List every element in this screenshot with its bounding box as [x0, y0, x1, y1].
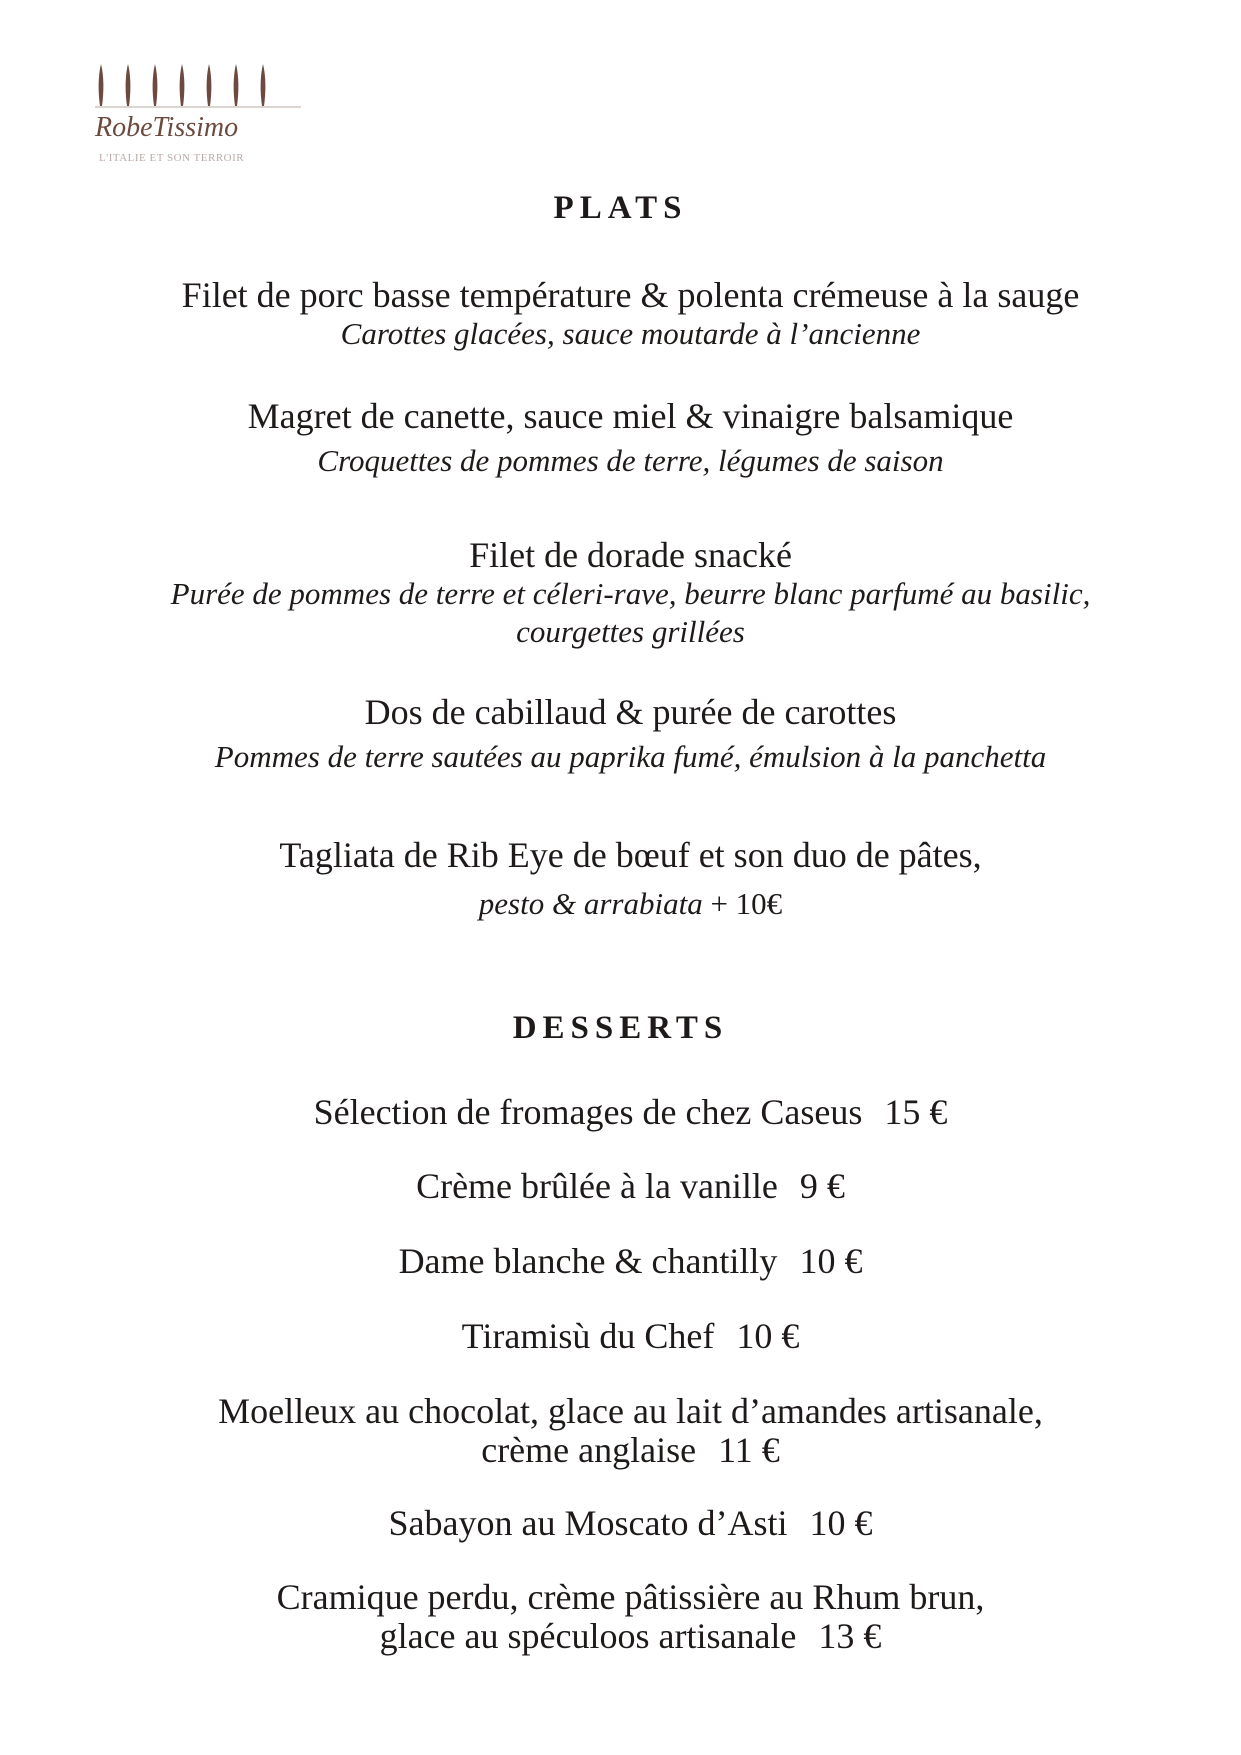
logo-tagline: L'ITALIE ET SON TERROIR — [99, 152, 245, 164]
dessert-item — [60, 1317, 1201, 1356]
dish-description: Croquettes de pommes de terre, légumes de saison — [317, 443, 944, 478]
dish-side: pesto & arrabiata — [478, 886, 703, 921]
dessert-price: 13 € — [818, 1616, 882, 1656]
dish-description-line2: courgettes grillées — [516, 614, 745, 649]
dish-name: Dos de cabillaud & purée de carottes — [364, 692, 897, 732]
dish-name: Filet de dorade snacké — [469, 535, 792, 575]
dessert-item — [60, 1504, 1201, 1543]
dessert-item — [60, 1242, 1201, 1281]
dish-description-line1: Purée de pommes de terre et céleri-rave, beurre blanc parfumé au basilic, — [170, 576, 1091, 611]
dish-item — [60, 396, 1201, 480]
desserts-title: DESSERTS — [512, 1010, 729, 1046]
dish-description: Carottes glacées, sauce moutarde à l’ancienne — [340, 316, 921, 351]
dessert-name-line2: glace au spéculoos artisanale — [379, 1616, 797, 1656]
dish-supplement: + 10€ — [702, 886, 783, 921]
dessert-price: 10 € — [799, 1241, 863, 1281]
dessert-price: 11 € — [718, 1430, 780, 1470]
dessert-name: Crème brûlée à la vanille — [416, 1166, 778, 1206]
dessert-name: Sélection de fromages de chez Caseus — [313, 1092, 863, 1132]
dish-description: Pommes de terre sautées au paprika fumé, émulsion à la panchetta — [214, 739, 1047, 774]
dish-name: Filet de porc basse température & polenta crémeuse à la sauge — [181, 275, 1080, 315]
dessert-name-line1: Moelleux au chocolat, glace au lait d’amandes artisanale, — [218, 1391, 1043, 1431]
dish-item — [60, 275, 1201, 353]
dish-name: Magret de canette, sauce miel & vinaigre balsamique — [247, 396, 1014, 436]
dish-description — [60, 885, 1201, 923]
cypress-trees-icon — [95, 62, 305, 114]
dessert-item — [60, 1093, 1201, 1132]
dish-name: Tagliata de Rib Eye de bœuf et son duo de pâtes, — [279, 835, 982, 875]
dessert-price: 10 € — [809, 1503, 873, 1543]
plats-title: PLATS — [553, 190, 688, 226]
restaurant-logo — [95, 62, 305, 172]
dessert-price: 9 € — [799, 1166, 845, 1206]
dessert-name: Sabayon au Moscato d’Asti — [388, 1503, 788, 1543]
dessert-name-line2: crème anglaise — [481, 1430, 697, 1470]
logo-wordmark: RobeTissimo — [95, 112, 239, 143]
dish-item — [60, 692, 1201, 776]
dessert-name-line1: Cramique perdu, crème pâtissière au Rhum brun, — [276, 1577, 985, 1617]
dessert-price: 10 € — [736, 1316, 800, 1356]
dessert-name: Tiramisù du Chef — [461, 1316, 715, 1356]
dessert-price: 15 € — [884, 1092, 948, 1132]
dessert-name: Dame blanche & chantilly — [398, 1241, 778, 1281]
dessert-item — [60, 1167, 1201, 1206]
dish-item — [60, 835, 1201, 923]
dessert-item — [60, 1392, 1201, 1470]
dessert-item — [60, 1578, 1201, 1656]
dish-item — [60, 535, 1201, 651]
